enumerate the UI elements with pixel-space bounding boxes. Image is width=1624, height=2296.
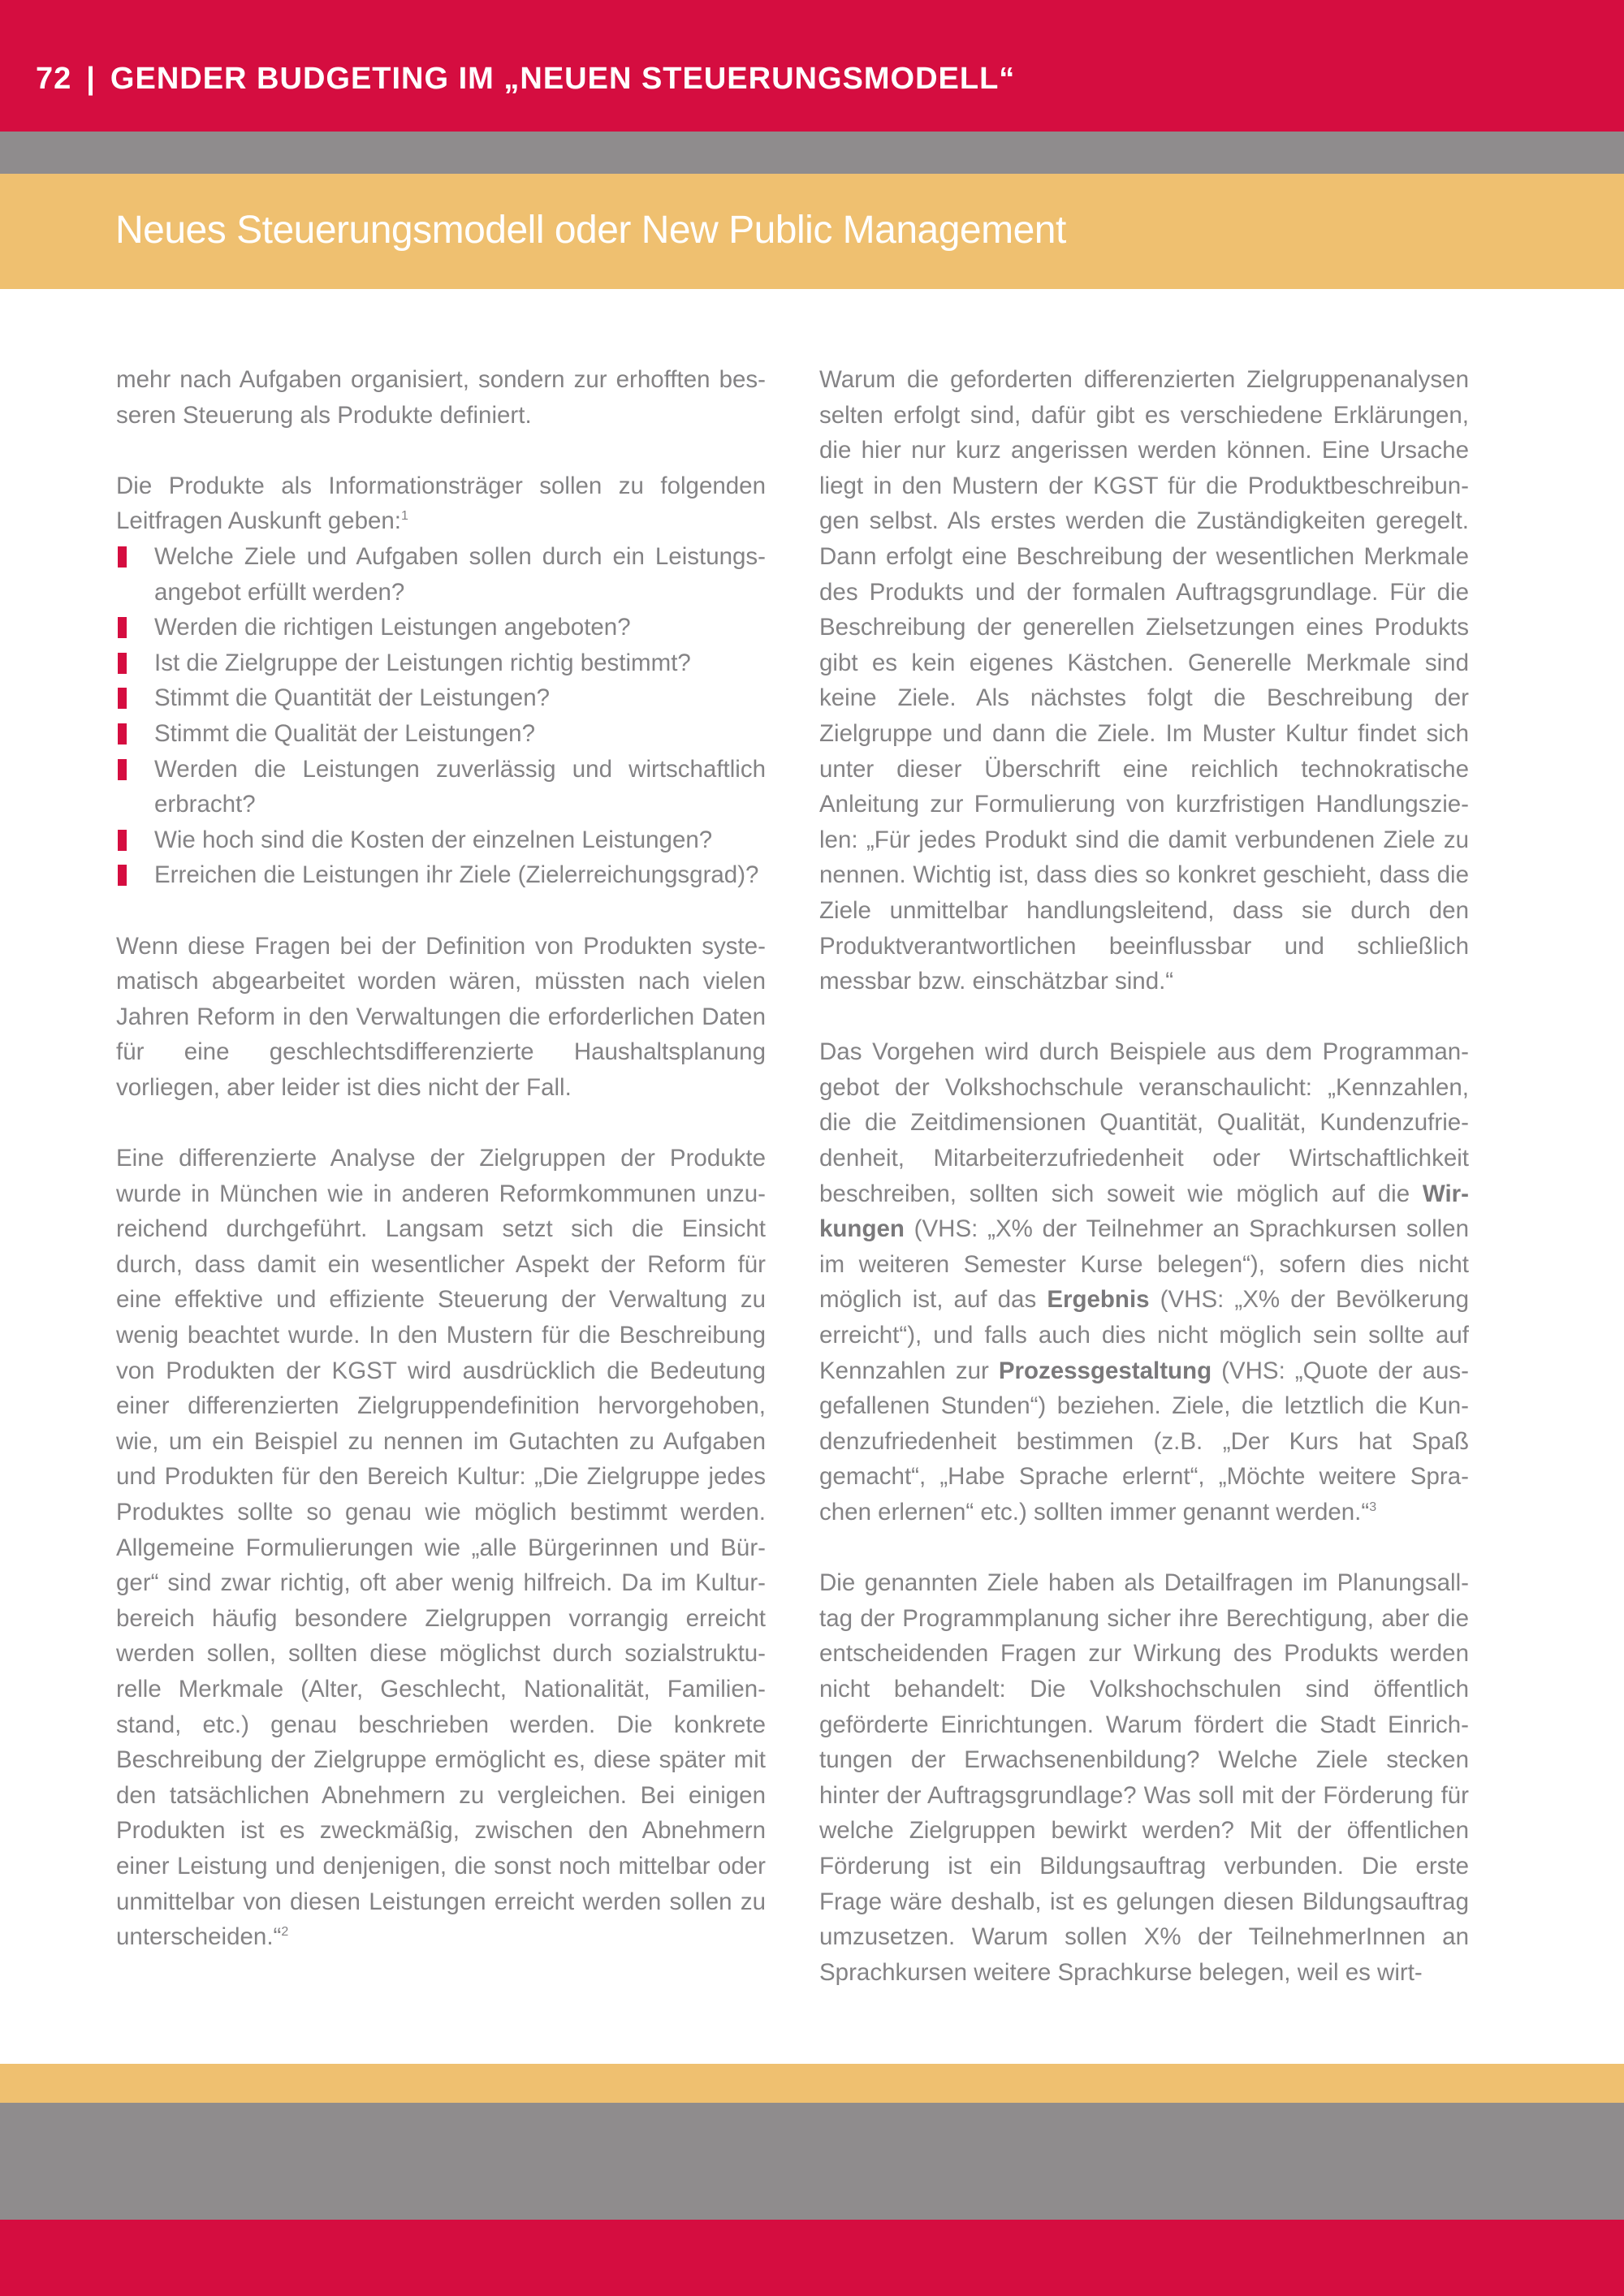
list-item: Stimmt die Quantität der Leistungen?	[116, 680, 766, 716]
emphasis: Wirkungen	[819, 1180, 1469, 1243]
paragraph: Wenn diese Fragen bei der Definition von Produkten systematisch abgearbeitet worden wären, müssten nach vielen Jahren Reform in den Verwaltungen die erforderlichen Daten für eine geschlechtsdifferenzierte Haushaltsplanung vorliegen, aber leider ist dies nicht der Fall.	[116, 932, 766, 1101]
bullet-marker	[118, 759, 127, 780]
list-item: Werden die richtigen Leistungen angeboten?	[116, 610, 766, 645]
paragraph: mehr nach Aufgaben organisiert, sondern zur erhofften besseren Steuerung als Produkte definiert.	[116, 366, 766, 429]
list-item: Erreichen die Leistungen ihr Ziele (Zielerreichungsgrad)?	[116, 857, 766, 893]
footnote-ref: 2	[281, 1925, 289, 1940]
bullet-marker	[118, 865, 127, 886]
paragraph: Eine differenzierte Analyse der Zielgruppen der Produkte wurde in München wie in anderen Reformkommunen unzureichend durchgeführt. Langsam setzt sich die Einsicht durch, dass damit ein wesentlicher Aspekt der Reform für eine effektive und effiziente Steuerung der Verwaltung zu wenig beachtet wurde. In den Mustern für die Beschreibung von Produkten der KGST wird ausdrücklich die Bedeutung einer differenzierten Zielgruppendefinition hervorgehoben, wie, um ein Beispiel zu nennen im Gutachten zu Aufgaben und Produkten für den Bereich Kultur: „Die Zielgruppe jedes Produktes sollte so genau wie möglich bestimmt werden. Allgemeine Formulierungen wie „alle Bürgerinnen und Bürger“ sind zwar richtig, oft aber wenig hilfreich. Da im Kulturbereich häufig besondere Zielgruppen vorrangig erreicht werden sollen, sollten diese möglichst durch sozialstrukturelle Merkmale (Alter, Geschlecht, Nationalität, Familienstand, etc.) genau beschrieben werden. Die konkrete Beschreibung der Zielgruppe ermöglicht es, diese später mit den tatsächlichen Abnehmern zu vergleichen. Bei einigen Produkten ist es zweckmäßig, zwischen den Abnehmern einer Leistung und denjenigen, die sonst noch mittelbar oder unmittelbar von diesen Leistungen erreicht werden sollen zu unterscheiden.“$^2$	[116, 1145, 766, 1951]
section-title: Neues Steuerungsmodell oder New Public Management	[115, 209, 1066, 252]
footer-grey-band	[0, 2103, 1624, 2220]
footnote-ref: 1	[401, 509, 408, 524]
list-item: Stimmt die Qualität der Leistungen?	[116, 716, 766, 752]
page-number: 72	[36, 62, 72, 96]
header-separator: |	[86, 62, 96, 96]
bullet-marker	[118, 723, 127, 744]
footer-yellow-band	[0, 2064, 1624, 2103]
paragraph: Die genannten Ziele haben als Detailfragen im Planungsalltag der Programmplanung sicher ihre Berechtigung, aber die entscheidenden Fragen zur Wirkung des Produkts werden nicht behandelt: Die Volkshochschulen sind öffentlich geförderte Einrichtungen. Warum fördert die Stadt Einrichtungen der Erwachsenenbildung? Welche Ziele stecken hinter der Auftragsgrundlage? Was soll mit der Förderung für welche Zielgruppen bewirkt werden? Mit der öffentlichen Förderung ist ein Bildungsauftrag verbunden. Die erste Frage wäre deshalb, ist es gelungen diesen Bildungsauftrag umzusetzen. Warum sollen X% der TeilnehmerInnen an Sprachkursen weitere Sprachkurse belegen, weil es wirt-	[819, 1569, 1469, 1986]
header-grey-strip	[0, 132, 1624, 174]
paragraph: Warum die geforderten differenzierten Zielgruppenanalysen selten erfolgt sind, dafür gibt es verschiedene Erklärungen, die hier nur kurz angerissen werden können. Eine Ursache liegt in den Mustern der KGST für die Produktbeschreibungen selbst. Als erstes werden die Zuständigkeiten geregelt. Dann erfolgt eine Beschreibung der wesentlichen Merkmale des Produkts und der formalen Auftragsgrundlage. Für die Beschreibung der generellen Zielsetzungen eines Produkts gibt es kein eigenes Kästchen. Generelle Merkmale sind keine Ziele. Als nächstes folgt die Beschreibung der Zielgruppe und dann die Ziele. Im Muster Kultur findet sich unter dieser Überschrift eine reichlich technokratische Anleitung zur Formulierung von kurzfristigen Handlungszielen: „Für jedes Produkt sind die damit verbundenen Ziele zu nennen. Wichtig ist, dass dies so konkret geschieht, dass die Ziele unmittelbar handlungsleitend, dass sie durch den Produktverantwortlichen beeinflussbar und schließlich messbar bzw. einschätzbar sind.“	[819, 366, 1469, 995]
list-item: Wie hoch sind die Kosten der einzelnen Leistungen?	[116, 822, 766, 858]
list-item: Welche Ziele und Aufgaben sollen durch ein Leistungsangebot erfüllt werden?	[116, 539, 766, 610]
bullet-marker	[118, 688, 127, 709]
bullet-marker	[118, 830, 127, 851]
emphasis: Prozessgestaltung	[998, 1357, 1212, 1384]
question-list	[116, 539, 766, 893]
left-column	[116, 362, 766, 1990]
paragraph: Das Vorgehen wird durch Beispiele aus dem Programmangebot der Volkshochschule veranschaulicht: „Kennzahlen, die die Zeitdimensionen Quantität, Qualität, Kundenzufriedenheit, Mitarbeiterzufriedenheit oder Wirtschaftlichkeit beschreiben, sollten sich soweit wie möglich auf die Wirkungen (VHS: „X% der Teilnehmer an Sprachkursen sollen im weiteren Semester Kurse belegen“), sofern dies nicht möglich ist, auf das Ergebnis (VHS: „X% der Bevölkerung erreicht“), und falls auch dies nicht möglich sein sollte auf Kennzahlen zur Prozessgestaltung (VHS: „Quote der ausgefallenen Stunden“) beziehen. Ziele, die letztlich die Kundenzufriedenheit bestimmen (z.B. „Der Kurs hat Spaß gemacht“, „Habe Sprache erlernt“, „Möchte weitere Sprachen erlernen“ etc.) sollten immer genannt werden.“$^3$	[819, 1038, 1469, 1526]
running-header	[36, 62, 1015, 97]
right-column	[819, 362, 1469, 2026]
emphasis: Ergebnis	[1047, 1286, 1150, 1314]
footnote-ref: 3	[1369, 1500, 1377, 1515]
list-item: Werden die Leistungen zuverlässig und wirtschaftlich erbracht?	[116, 752, 766, 822]
list-item: Ist die Zielgruppe der Leistungen richtig bestimmt?	[116, 645, 766, 681]
bullet-marker	[118, 653, 127, 674]
footer-red-band	[0, 2220, 1624, 2296]
paragraph: Die Produkte als Informationsträger sollen zu folgenden Leitfragen Auskunft geben:$^1$	[116, 472, 766, 535]
bullet-marker	[118, 617, 127, 638]
chapter-title: GENDER BUDGETING IM „NEUEN STEUERUNGSMODELL“	[110, 62, 1016, 96]
bullet-marker	[118, 546, 127, 568]
